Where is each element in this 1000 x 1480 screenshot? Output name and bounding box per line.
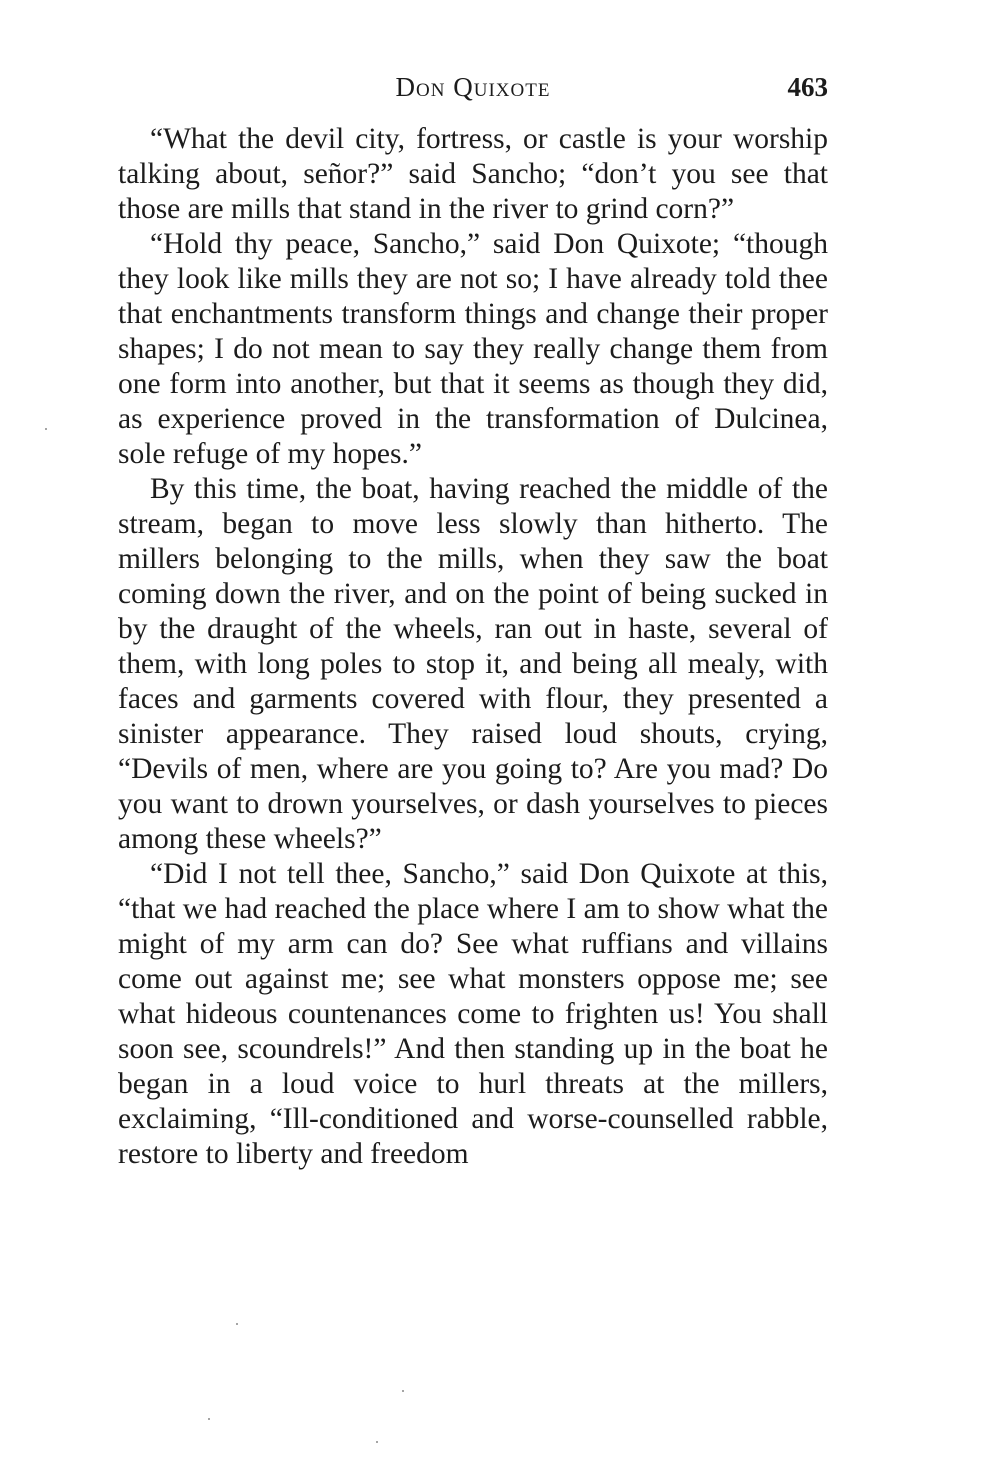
paper-speck — [376, 1441, 378, 1443]
paper-speck — [45, 428, 47, 430]
paragraph-4: “Did I not tell thee, Sancho,” said Don Quixote at this, “that we had reached the place where I am to show what the might of my arm can do? See what ruffians and villains come out against me; see what monsters oppose me; see what hideous countenances come to frighten us! You shall soon see, scoundrels!” And then standing up in the boat he began in a loud voice to hurl threats at the millers, exclaiming, “Ill-conditioned and worse-counselled rabble, restore to liberty and freedom — [118, 858, 828, 1170]
body-text — [118, 122, 828, 1172]
paper-speck — [236, 1323, 238, 1325]
paragraph-3: By this time, the boat, having reached the middle of the stream, began to move less slowly than hitherto. The millers belonging to the mills, when they saw the boat coming down the river, and on the point of being sucked in by the draught of the wheels, ran out in haste, several of them, with long poles to stop it, and being all mealy, with faces and garments covered with flour, they presented a sinister appearance. They raised loud shouts, crying, “Devils of men, where are you going to? Are you mad? Do you want to drown yourselves, or dash yourselves to pieces among these wheels?” — [118, 473, 828, 855]
running-title: Don Quixote — [395, 72, 551, 102]
paragraph-1: “What the devil city, fortress, or castle is your worship talking about, señor?” said Sancho; “don’t you see that those are mills that stand in the river to grind corn?” — [118, 123, 828, 225]
page-number: 463 — [787, 72, 828, 102]
running-head — [118, 72, 828, 112]
paragraph-2: “Hold thy peace, Sancho,” said Don Quixote; “though they look like mills they are not so; I have already told thee that enchantments transform things and change their proper shapes; I do not mean to say they really change them from one form into another, but that it seems as though they did, as experience proved in the transformation of Dulcinea, sole refuge of my hopes.” — [118, 228, 828, 470]
paper-speck — [208, 1418, 210, 1420]
paper-speck — [402, 1390, 404, 1392]
